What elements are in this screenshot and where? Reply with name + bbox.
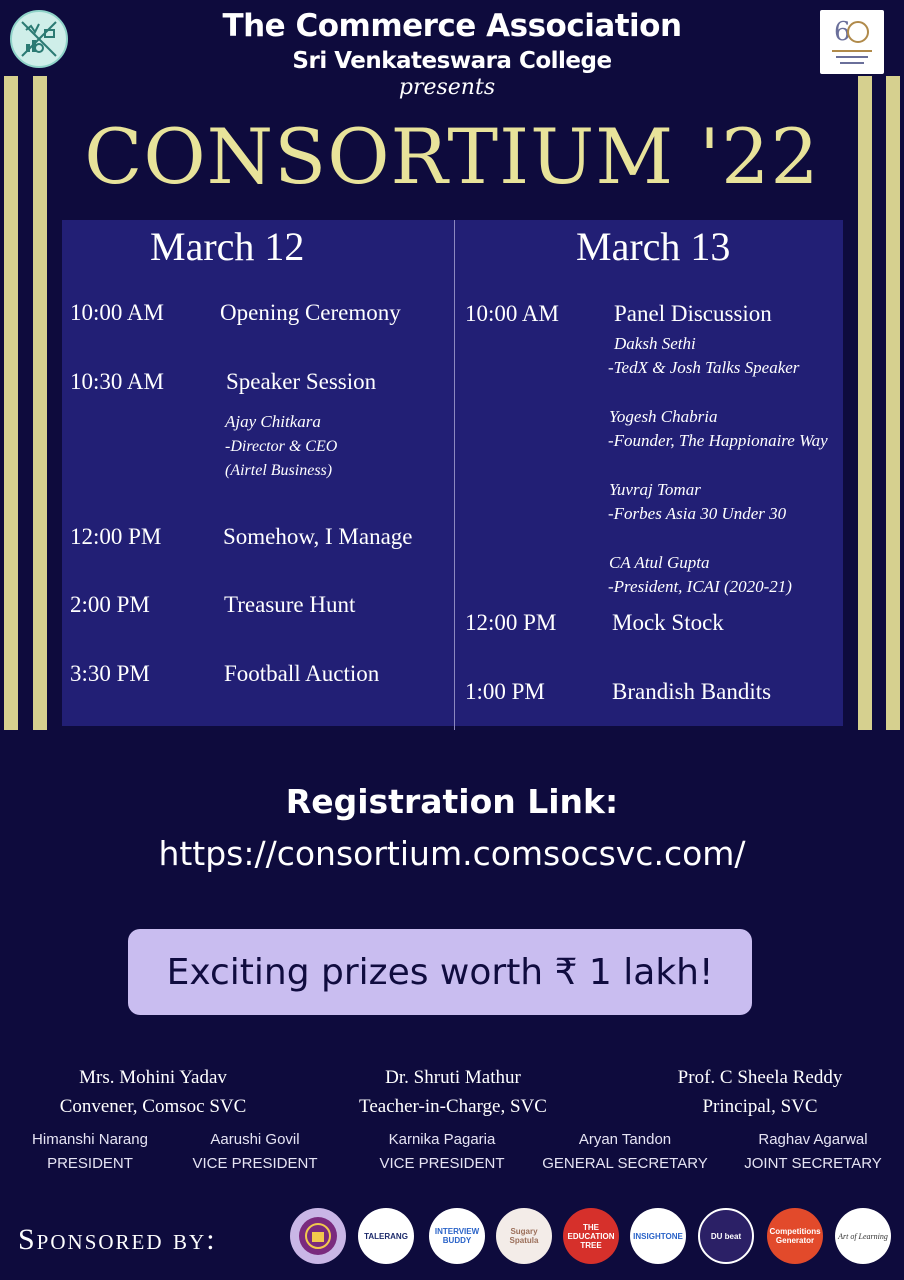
member-name: Raghav Agarwal <box>758 1131 868 1148</box>
day2-event: Mock Stock <box>612 610 724 635</box>
sponsor-logo <box>358 1208 414 1264</box>
sponsor-name: TALERANG <box>364 1231 408 1241</box>
speaker-org: (Airtel Business) <box>225 462 333 479</box>
panelist-role: -President, ICAI (2020-21) <box>608 577 792 596</box>
college-name: Sri Venkateswara College <box>292 48 612 74</box>
member-post: VICE PRESIDENT <box>379 1155 505 1172</box>
prize-text: Exciting prizes worth ₹ 1 lakh! <box>166 951 714 993</box>
member-post: JOINT SECRETARY <box>744 1155 882 1172</box>
day2-event: Brandish Bandits <box>612 679 772 704</box>
faculty-block <box>640 1063 880 1121</box>
sponsor-name: INSIGHTONE <box>633 1231 683 1241</box>
sponsor-name: DU beat <box>710 1231 742 1241</box>
sponsor-emblem-icon <box>296 1214 340 1258</box>
registration-link[interactable]: https://consortium.comsocsvc.com/ <box>158 834 746 873</box>
sponsor-logo <box>290 1208 346 1264</box>
sponsor-logo <box>429 1208 485 1264</box>
member-name: Aryan Tandon <box>578 1131 672 1148</box>
day1-event: Treasure Hunt <box>224 592 356 617</box>
schedule-panel <box>62 220 843 726</box>
panelist-role: -Forbes Asia 30 Under 30 <box>608 504 787 523</box>
panelist-name: Yogesh Chabria <box>609 407 718 426</box>
schedule-divider <box>454 220 455 730</box>
day2-title: March 13 <box>576 224 731 269</box>
left-pillar-outer <box>4 76 18 730</box>
sponsored-by-label: Sponsored by: <box>18 1223 217 1256</box>
sponsor-name: Competitions Generator <box>769 1227 821 1245</box>
sponsor-logo <box>767 1208 823 1264</box>
faculty-name: Mrs. Mohini Yadav <box>79 1067 227 1088</box>
panelist-name: Yuvraj Tomar <box>609 480 701 499</box>
faculty-title: Teacher-in-Charge, SVC <box>359 1096 547 1117</box>
faculty-title: Principal, SVC <box>702 1096 818 1117</box>
day1-event: Somehow, I Manage <box>223 524 413 549</box>
day1-time: 12:00 PM <box>70 524 162 549</box>
registration-label: Registration Link: <box>285 782 619 821</box>
panelist-role: -Founder, The Happionaire Way <box>608 431 828 450</box>
sponsor-logo <box>630 1208 686 1264</box>
day1-event: Speaker Session <box>226 369 377 394</box>
panelist-name: CA Atul Gupta <box>609 553 710 572</box>
sponsor-name: Sugary Spatula <box>509 1227 539 1245</box>
sponsor-logo <box>496 1208 552 1264</box>
day2-time: 1:00 PM <box>465 679 545 704</box>
member-block <box>367 1128 517 1176</box>
day1-event: Opening Ceremony <box>220 300 401 325</box>
faculty-title: Convener, Comsoc SVC <box>59 1096 247 1117</box>
member-name: Karnika Pagaria <box>388 1131 496 1148</box>
member-post: GENERAL SECRETARY <box>542 1155 708 1172</box>
speaker-role: -Director & CEO <box>225 438 338 455</box>
day1-time: 3:30 PM <box>70 661 150 686</box>
member-name: Aarushi Govil <box>210 1131 300 1148</box>
member-block <box>540 1128 710 1176</box>
sponsor-logo <box>698 1208 754 1264</box>
association-name: The Commerce Association <box>222 8 682 44</box>
panelist-role: -TedX & Josh Talks Speaker <box>608 358 800 377</box>
day1-time: 2:00 PM <box>70 592 150 617</box>
day1-time: 10:30 AM <box>70 369 164 394</box>
svg-text:6: 6 <box>834 17 851 47</box>
header <box>0 6 904 100</box>
member-post: PRESIDENT <box>47 1155 133 1172</box>
faculty-name: Prof. C Sheela Reddy <box>677 1067 843 1088</box>
member-name: Himanshi Narang <box>32 1131 148 1148</box>
right-pillar-inner <box>858 76 872 730</box>
day1-title: March 12 <box>150 224 305 269</box>
member-block <box>734 1128 892 1176</box>
member-post: VICE PRESIDENT <box>192 1155 318 1172</box>
day1-event: Football Auction <box>224 661 380 686</box>
day2-event: Panel Discussion <box>614 301 772 326</box>
sponsor-name: Art of Learning <box>838 1231 888 1241</box>
day2-time: 10:00 AM <box>465 301 559 326</box>
prize-banner <box>128 929 752 1015</box>
faculty-block <box>330 1063 576 1121</box>
sponsor-logo <box>563 1208 619 1264</box>
sponsor-name: THE EDUCATION TREE <box>567 1222 615 1250</box>
panelist-name: Daksh Sethi <box>614 334 696 353</box>
speaker-name: Ajay Chitkara <box>225 412 321 431</box>
day1-time: 10:00 AM <box>70 300 164 325</box>
day2-time: 12:00 PM <box>465 610 557 635</box>
event-title: CONSORTIUM '22 <box>84 112 820 201</box>
left-pillar-inner <box>33 76 47 730</box>
presents-text: presents <box>398 75 496 100</box>
member-block <box>180 1128 330 1176</box>
right-pillar-outer <box>886 76 900 730</box>
member-block <box>10 1128 170 1176</box>
sponsor-name: INTERVIEW BUDDY <box>434 1227 480 1245</box>
faculty-block <box>30 1063 276 1121</box>
sponsor-logo <box>835 1208 891 1264</box>
faculty-name: Dr. Shruti Mathur <box>385 1067 521 1088</box>
